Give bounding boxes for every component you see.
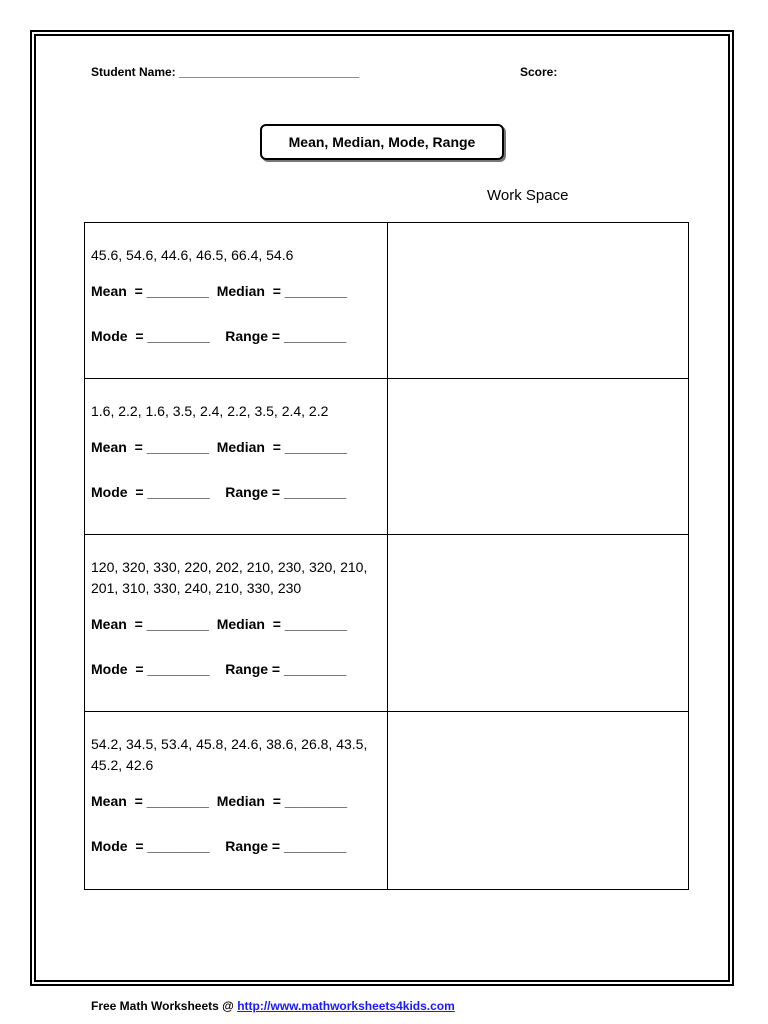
mean-median-line: Mean = ________ Median = ________ xyxy=(91,439,348,455)
problem-row xyxy=(85,379,689,535)
problem-row xyxy=(85,712,689,890)
problem-cell xyxy=(85,223,388,379)
footer-link[interactable]: http://www.mathworksheets4kids.com xyxy=(237,999,455,1013)
problem-numbers: 45.6, 54.6, 44.6, 46.5, 66.4, 54.6 xyxy=(91,247,294,263)
mean-median-line: Mean = ________ Median = ________ xyxy=(91,283,348,299)
problem-cell xyxy=(85,379,388,535)
mode-range-line: Mode = ________ Range = ________ xyxy=(91,328,347,344)
problem-cell xyxy=(85,535,388,712)
problem-numbers: 120, 320, 330, 220, 202, 210, 230, 320, 210, 201, 310, 330, 240, 210, 330, 230 xyxy=(91,559,368,596)
work-space-cell xyxy=(388,535,689,712)
work-space-label: Work Space xyxy=(487,187,569,204)
work-space-cell xyxy=(388,223,689,379)
problem-numbers: 54.2, 34.5, 53.4, 45.8, 24.6, 38.6, 26.8, 43.5, 45.2, 42.6 xyxy=(91,736,368,773)
mode-range-line: Mode = ________ Range = ________ xyxy=(91,661,347,677)
footer xyxy=(91,999,455,1013)
work-space-cell xyxy=(388,712,689,890)
footer-prefix: Free Math Worksheets @ xyxy=(91,999,238,1013)
worksheet-title: Mean, Median, Mode, Range xyxy=(260,124,504,160)
work-space-cell xyxy=(388,379,689,535)
problem-row xyxy=(85,535,689,712)
mean-median-line: Mean = ________ Median = ________ xyxy=(91,616,348,632)
problem-numbers: 1.6, 2.2, 1.6, 3.5, 2.4, 2.2, 3.5, 2.4, 2.2 xyxy=(91,403,329,419)
score-label: Score: xyxy=(520,65,558,79)
mode-range-line: Mode = ________ Range = ________ xyxy=(91,484,347,500)
problem-row xyxy=(85,223,689,379)
student-name-field: Student Name: ___________________________ xyxy=(91,65,360,79)
problem-cell xyxy=(85,712,388,890)
problems-table xyxy=(84,222,689,890)
mean-median-line: Mean = ________ Median = ________ xyxy=(91,793,348,809)
mode-range-line: Mode = ________ Range = ________ xyxy=(91,838,347,854)
